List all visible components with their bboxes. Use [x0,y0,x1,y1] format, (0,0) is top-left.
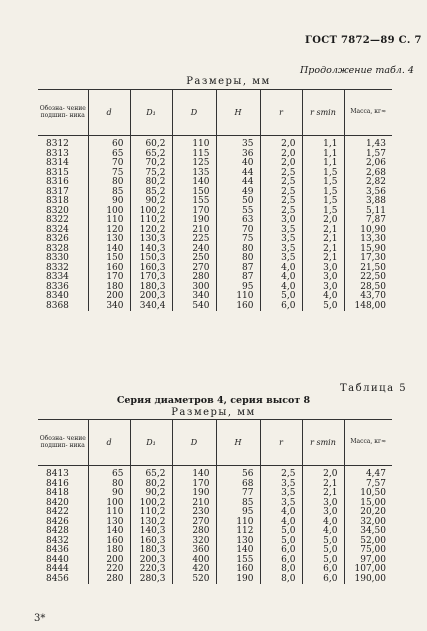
table-cell: 180 [88,546,130,556]
table-cell: 2,06 [344,159,392,169]
table-cell: 200 [88,556,130,566]
table-cell: 52,00 [344,537,392,547]
bearing-designation-cell: 8416 [46,478,69,489]
table-cell: 200,3 [130,292,172,302]
table-cell: 6,0 [302,565,344,575]
table-cell: 190 [216,575,260,585]
table-header-row [38,90,392,136]
table-row [38,140,392,150]
table-cell: 270 [172,264,216,274]
table-cell: 180,3 [130,546,172,556]
table-cell: 13,30 [344,235,392,245]
table-cell: 6,0 [302,575,344,585]
table-cell: 340 [172,292,216,302]
bearing-designation-cell: 8334 [46,272,69,282]
table-cell: 110 [88,508,130,518]
table-cell: 3,5 [260,480,302,490]
table-cell: 140 [172,470,216,480]
table-cell: 2,0 [302,216,344,226]
table-cell: 110 [216,292,260,302]
table-cell: 8,0 [260,575,302,585]
table-cell: 2,5 [260,470,302,480]
table-cell: 65,2 [130,470,172,480]
table-cell: 1,5 [302,207,344,217]
table-cell: 1,57 [344,150,392,160]
table-cell: 4,47 [344,470,392,480]
table-cell: 5,0 [302,537,344,547]
table-cell: 270 [172,518,216,528]
table-cell: 180,3 [130,283,172,293]
table-cell: 150,3 [130,254,172,264]
table-cell: 150 [88,254,130,264]
table-cell: 87 [216,273,260,283]
bearing-designation-cell: 8326 [46,234,69,244]
table-cell: 170 [88,273,130,283]
table-row [38,264,392,274]
table-cell: 2,1 [302,235,344,245]
table-cell: 75 [216,235,260,245]
table-cell: 4,0 [260,518,302,528]
table-cell: 6,0 [260,302,302,312]
table-cell: 200,3 [130,556,172,566]
table-cell: 4,0 [302,518,344,528]
table-cell: 3,0 [302,508,344,518]
bearing-designation-cell: 8456 [46,573,69,584]
table-row [38,188,392,198]
bearing-designation-cell: 8316 [46,177,69,187]
table-row [38,235,392,245]
column-header: r smin [302,90,344,136]
table-cell: 5,0 [302,302,344,312]
table-cell: 7,87 [344,216,392,226]
table-cell: 112 [216,527,260,537]
table-cell: 90,2 [130,489,172,499]
table1-caption: Размеры, мм [186,76,271,87]
table-cell: 3,5 [260,499,302,509]
bearing-designation-cell: 8312 [46,139,69,149]
table-cell: 220 [88,565,130,575]
table-cell: 240 [172,245,216,255]
table-cell: 65 [88,470,130,480]
table-cell: 2,5 [260,188,302,198]
table-row [38,537,392,547]
table-cell: 5,0 [260,537,302,547]
table-cell: 10,50 [344,489,392,499]
table-cell: 1,5 [302,178,344,188]
table-cell: 155 [216,556,260,566]
table-row [38,169,392,179]
table-cell: 70,2 [130,159,172,169]
table-cell: 75,2 [130,169,172,179]
table-cell: 360 [172,546,216,556]
bearing-table-4 [38,89,392,311]
table-cell: 80 [88,480,130,490]
table-cell: 85 [216,499,260,509]
table5-label: Таблица 5 [340,383,408,394]
table-cell: 6,0 [260,556,302,566]
column-header: Масса, кг≈ [344,90,392,136]
table-cell: 6,0 [260,546,302,556]
table-row [38,546,392,556]
table-cell: 135 [172,169,216,179]
bearing-designation-cell: 8444 [46,564,69,574]
table-cell: 2,1 [302,226,344,236]
table-cell: 160 [88,264,130,274]
table-cell: 140,3 [130,527,172,537]
table-cell: 80 [88,178,130,188]
table-cell: 2,5 [260,197,302,207]
document-code: ГОСТ 7872—89 С. 7 [305,35,422,46]
table-cell: 85,2 [130,188,172,198]
table-cell: 3,0 [302,273,344,283]
bearing-designation-cell: 8314 [46,158,69,168]
column-header: D [172,90,216,136]
table-cell: 148,00 [344,302,392,312]
table-cell: 1,1 [302,150,344,160]
table-cell: 43,70 [344,292,392,302]
table-cell: 65 [88,150,130,160]
table-cell: 100,2 [130,207,172,217]
table-cell: 170,3 [130,273,172,283]
table-cell: 3,0 [302,283,344,293]
table-cell: 3,88 [344,197,392,207]
table-cell: 7,57 [344,480,392,490]
table-cell: 200 [88,292,130,302]
column-header: Масса, кг≈ [344,420,392,466]
table-cell: 180 [88,283,130,293]
table-cell: 3,5 [260,489,302,499]
table-cell: 3,5 [260,235,302,245]
table-cell: 3,0 [302,499,344,509]
table-cell: 2,1 [302,489,344,499]
table-cell: 85 [88,188,130,198]
table-cell: 2,0 [260,150,302,160]
table-cell: 320 [172,537,216,547]
table-cell: 49 [216,188,260,198]
table-cell: 107,00 [344,565,392,575]
table-cell: 1,43 [344,140,392,150]
table-cell: 340 [88,302,130,312]
table-row [38,302,392,312]
table-cell: 5,0 [302,556,344,566]
table-cell: 2,5 [260,207,302,217]
bearing-designation-cell: 8322 [46,215,69,225]
bearing-designation-cell: 8317 [46,186,69,197]
table-row [38,565,392,575]
table-cell: 5,0 [302,546,344,556]
table-cell: 20,20 [344,508,392,518]
bearing-designation-cell: 8368 [46,300,69,311]
column-header: D [172,420,216,466]
bearing-designation-cell: 8436 [46,545,69,555]
table-cell: 1,5 [302,169,344,179]
table-row [38,470,392,480]
bearing-table-5 [38,419,392,584]
table-cell: 110 [172,140,216,150]
table-cell: 280 [172,273,216,283]
table-row [38,292,392,302]
table-cell: 21,50 [344,264,392,274]
table-cell: 80 [216,245,260,255]
table-cell: 70 [88,159,130,169]
table-cell: 55 [216,207,260,217]
table-cell: 1,5 [302,197,344,207]
table-row [38,556,392,566]
table-cell: 60,2 [130,140,172,150]
table-cell: 160 [88,537,130,547]
table-cell: 50 [216,197,260,207]
table-cell: 44 [216,169,260,179]
table-cell: 28,50 [344,283,392,293]
table-cell: 160,3 [130,537,172,547]
table-cell: 80,2 [130,178,172,188]
column-header: r [260,420,302,466]
table-cell: 280 [88,575,130,585]
table-cell: 3,0 [302,264,344,274]
table-cell: 110,2 [130,508,172,518]
column-header: Обозна- чение подшип- ника [38,420,88,466]
table-cell: 3,56 [344,188,392,198]
table-cell: 77 [216,489,260,499]
table-cell: 110 [88,216,130,226]
table-row [38,226,392,236]
table-cell: 70 [216,226,260,236]
table-cell: 130,2 [130,518,172,528]
table-cell: 4,0 [302,527,344,537]
table-cell: 80,2 [130,480,172,490]
table-cell: 44 [216,178,260,188]
bearing-designation-cell: 8332 [46,262,69,273]
table-cell: 2,0 [260,159,302,169]
table-header-row [38,420,392,466]
table-row [38,150,392,160]
table-cell: 155 [172,197,216,207]
table-cell: 65,2 [130,150,172,160]
table-cell: 400 [172,556,216,566]
table5-series-title: Серия диаметров 4, серия высот 8 [116,395,311,406]
table-row [38,518,392,528]
table-cell: 2,0 [260,140,302,150]
bearing-designation-cell: 8422 [46,507,69,517]
table-cell: 110,2 [130,216,172,226]
table-cell: 110 [216,518,260,528]
table-cell: 95 [216,283,260,293]
table-cell: 5,11 [344,207,392,217]
table-cell: 120,2 [130,226,172,236]
table-cell: 3,5 [260,226,302,236]
table-cell: 56 [216,470,260,480]
table-cell: 150 [172,188,216,198]
table-cell: 2,68 [344,169,392,179]
table-cell: 125 [172,159,216,169]
table-cell: 90,2 [130,197,172,207]
table-cell: 32,00 [344,518,392,528]
table-cell: 140 [172,178,216,188]
column-header: D₁ [130,420,172,466]
table-cell: 1,1 [302,140,344,150]
table-cell: 170 [172,207,216,217]
table-cell: 190 [172,216,216,226]
bearing-designation-cell: 8413 [46,469,69,479]
table-cell: 140 [88,527,130,537]
table-cell: 87 [216,264,260,274]
table-cell: 95 [216,508,260,518]
table-cell: 420 [172,565,216,575]
table-row [38,197,392,207]
table-cell: 5,0 [260,527,302,537]
table-row [38,499,392,509]
table-cell: 3,0 [260,216,302,226]
column-header: H [216,420,260,466]
table-cell: 10,90 [344,226,392,236]
table-cell: 60 [88,140,130,150]
table-cell: 3,5 [260,245,302,255]
table-cell: 160,3 [130,264,172,274]
bearing-designation-cell: 8324 [46,224,69,235]
bearing-designation-cell: 8428 [46,526,69,536]
table-row [38,527,392,537]
table-cell: 2,1 [302,245,344,255]
table-cell: 68 [216,480,260,490]
table-row [38,480,392,490]
table-cell: 34,50 [344,527,392,537]
bearing-designation-cell: 8330 [46,253,69,263]
table-cell: 1,5 [302,188,344,198]
table-cell: 190,00 [344,575,392,585]
table-row [38,216,392,226]
column-header: r smin [302,420,344,466]
bearing-designation-cell: 8340 [46,291,69,301]
table-cell: 190 [172,489,216,499]
table-cell: 140,3 [130,245,172,255]
table-cell: 130 [88,235,130,245]
table-row [38,575,392,585]
table-cell: 4,0 [260,264,302,274]
table-cell: 2,1 [302,254,344,264]
table-cell: 36 [216,150,260,160]
table-cell: 1,1 [302,159,344,169]
bearing-designation-cell: 8318 [46,196,69,206]
table-cell: 225 [172,235,216,245]
table-cell: 40 [216,159,260,169]
column-header: D₁ [130,90,172,136]
bearing-designation-cell: 8336 [46,281,69,292]
table-cell: 15,00 [344,499,392,509]
table-cell: 115 [172,150,216,160]
bearing-designation-cell: 8328 [46,243,69,254]
table-cell: 75 [88,169,130,179]
bearing-designation-cell: 8320 [46,205,69,216]
table-cell: 3,5 [260,254,302,264]
table-cell: 540 [172,302,216,312]
bearing-designation-cell: 8426 [46,516,69,527]
table-cell: 130 [216,537,260,547]
column-header: Обозна- чение подшип- ника [38,90,88,136]
table-cell: 100 [88,499,130,509]
table-row [38,508,392,518]
table-cell: 100 [88,207,130,217]
table-row [38,254,392,264]
table-cell: 280,3 [130,575,172,585]
table-cell: 17,30 [344,254,392,264]
column-header: r [260,90,302,136]
table-cell: 230 [172,508,216,518]
table-cell: 140 [88,245,130,255]
column-header: d [88,90,130,136]
table-cell: 2,5 [260,178,302,188]
table-cell: 15,90 [344,245,392,255]
table-cell: 280 [172,527,216,537]
bearing-designation-cell: 8440 [46,554,69,565]
table-row [38,159,392,169]
table-cell: 300 [172,283,216,293]
table-row [38,245,392,255]
table-row [38,178,392,188]
table-cell: 8,0 [260,565,302,575]
table-cell: 35 [216,140,260,150]
table-cell: 4,0 [260,283,302,293]
table4-continuation-note: Продолжение табл. 4 [300,65,414,76]
table-cell: 80 [216,254,260,264]
table-cell: 120 [88,226,130,236]
table-cell: 520 [172,575,216,585]
table-cell: 250 [172,254,216,264]
table-cell: 4,0 [260,273,302,283]
bearing-designation-cell: 8418 [46,488,69,498]
table-cell: 97,00 [344,556,392,566]
page-mark: 3* [34,613,46,624]
table-cell: 5,0 [260,292,302,302]
table-cell: 63 [216,216,260,226]
table-cell: 90 [88,197,130,207]
table-cell: 4,0 [302,292,344,302]
table-cell: 2,1 [302,480,344,490]
table-cell: 130,3 [130,235,172,245]
table-cell: 2,0 [302,470,344,480]
bearing-designation-cell: 8315 [46,167,69,178]
table-cell: 2,5 [260,169,302,179]
table-cell: 130 [88,518,130,528]
table-cell: 210 [172,226,216,236]
column-header: d [88,420,130,466]
bearing-designation-cell: 8420 [46,497,69,508]
table-cell: 75,00 [344,546,392,556]
bearing-designation-cell: 8432 [46,535,69,546]
table-row [38,489,392,499]
table-cell: 22,50 [344,273,392,283]
table-cell: 100,2 [130,499,172,509]
table-cell: 160 [216,302,260,312]
table-row [38,207,392,217]
table-cell: 210 [172,499,216,509]
table2-caption: Размеры, мм [171,407,256,418]
table-cell: 90 [88,489,130,499]
table-cell: 340,4 [130,302,172,312]
table-cell: 220,3 [130,565,172,575]
column-header: H [216,90,260,136]
table-cell: 170 [172,480,216,490]
bearing-designation-cell: 8313 [46,148,69,159]
table-cell: 160 [216,565,260,575]
table-cell: 140 [216,546,260,556]
table-cell: 4,0 [260,508,302,518]
table-row [38,273,392,283]
table-row [38,283,392,293]
table-cell: 2,82 [344,178,392,188]
